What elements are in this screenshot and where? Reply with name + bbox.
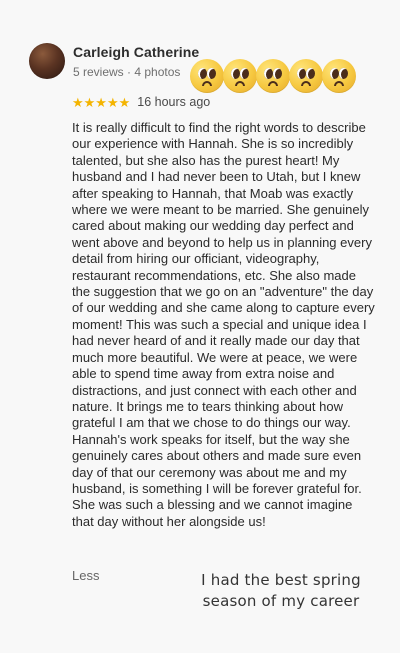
rating-row <box>72 95 210 109</box>
overlay-line-2: season of my career <box>202 592 360 610</box>
pleading-face-icon <box>190 59 224 93</box>
reviewer-name[interactable]: Carleigh Catherine <box>73 44 200 60</box>
pleading-face-icon <box>223 59 257 93</box>
review-time: 16 hours ago <box>137 95 211 109</box>
less-link[interactable]: Less <box>72 568 100 583</box>
pleading-face-icon <box>322 59 356 93</box>
pleading-face-icon <box>289 59 323 93</box>
star-rating-icon: ★★★★★ <box>72 94 131 110</box>
overlay-line-1: I had the best spring <box>201 571 361 589</box>
avatar[interactable] <box>29 43 65 79</box>
review-text: It is really difficult to find the right words to describe our experience with Hannah. She is so incredibly talented, but she also has the purest heart! My husband and I had never been to Utah, but I knew after speaking to Hannah, that Moab was exactly where we were meant to be married. She genuinely cared about making our wedding day perfect and went above and beyond to help us in planning every detail from hiring our officiant, videography, restaurant recommendations, etc. She also made the suggestion that we go on an "adventure" the day of our wedding and she came along to capture every moment! This was such a special and unique idea I had never heard of and it really made our day that much more beautiful. We were at peace, we were able to spend time away from extra noise and distractions, and just connect with each other and nature. It brings me to tears thinking about how grateful I am that we chose to do things our way. Hannah's work speaks for itself, but the way she genuinely cares about others and made sure even day of that our ceremony was about me and my husband, is something I will be forever grateful for. She was such a blessing and we cannot imagine that day without her alongside us! <box>72 120 375 529</box>
overlay-caption <box>183 570 379 612</box>
reviewer-meta: 5 reviews · 4 photos <box>73 65 181 79</box>
emoji-row <box>190 59 355 93</box>
pleading-face-icon <box>256 59 290 93</box>
